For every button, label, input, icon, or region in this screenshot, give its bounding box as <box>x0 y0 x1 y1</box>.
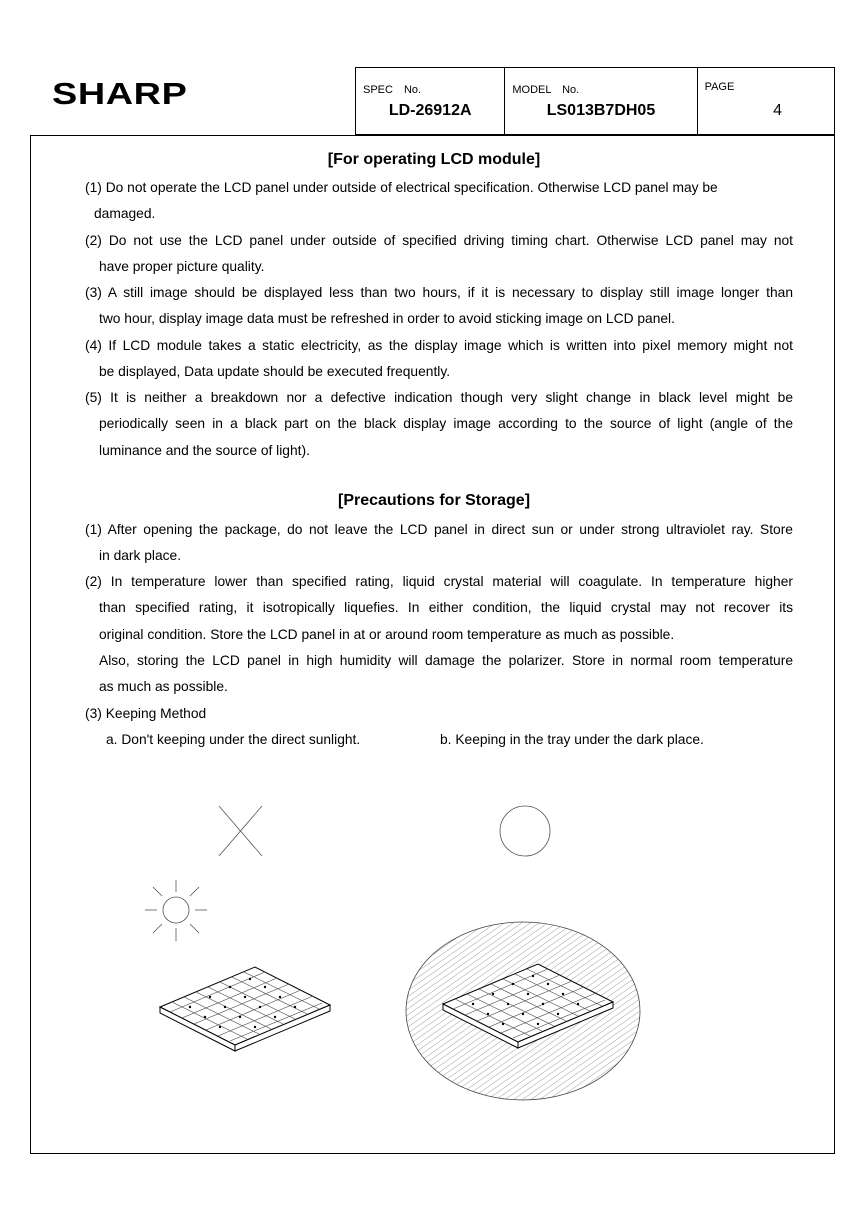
model-label: MODEL No. <box>512 84 580 96</box>
storage-item-1: (1) After opening the package, do not leave the LCD panel in direct sun or under strong ultraviolet ray. Store in dark place. <box>85 522 793 564</box>
lcd-tray-in-sunlight <box>160 967 330 1051</box>
operating-item-1: (1) Do not operate the LCD panel under outside of electrical specification. Otherwise LCD panel may be damaged. <box>85 180 718 222</box>
page-number: 4 <box>773 102 782 119</box>
operating-heading: [For operating LCD module] <box>327 151 541 168</box>
operating-item-5: (5) It is neither a breakdown nor a defective indication though very slight change in black level might be periodically seen in a black part on the black display image according to the source of light (angle of the luminance and the source of light). <box>85 390 793 458</box>
page-label: PAGE <box>704 81 735 93</box>
operating-item-2: (2) Do not use the LCD panel under outside of specified driving timing chart. Otherwise LCD panel may not have proper picture quality. <box>85 233 793 275</box>
spec-label: SPEC No. <box>363 84 422 96</box>
storage-heading: [Precautions for Storage] <box>337 492 531 509</box>
sharp-logo: SHARP <box>52 76 188 111</box>
prohibited-x-icon <box>219 806 262 856</box>
keeping-method-b: b. Keeping in the tray under the dark place. <box>440 732 704 747</box>
storage-item-3: (3) Keeping Method <box>85 706 207 721</box>
sun-icon <box>145 880 207 941</box>
operating-item-4: (4) If LCD module takes a static electricity, as the display image which is written into pixel memory might not be displayed, Data update should be executed frequently. <box>85 338 793 380</box>
spec-number: LD-26912A <box>388 102 472 119</box>
operating-item-3: (3) A still image should be displayed less than two hours, if it is necessary to display still image longer than two hour, display image data must be refreshed in order to avoid sticking image on LCD panel. <box>85 285 793 327</box>
keeping-method-a: a. Don't keeping under the direct sunlight. <box>106 732 361 747</box>
storage-item-2: (2) In temperature lower than specified rating, liquid crystal material will coagulate. In temperature higher than specified rating, it isotropically liquefies. In either condition, the liquid crystal may not recover its original condition. Store the LCD panel in at or around room temperature as much as possible. Also, storing the LCD panel in high humidity will damage the polarizer. Store in normal room temperature as much as possible. <box>85 574 793 695</box>
approved-circle-icon <box>500 806 550 856</box>
model-number: LS013B7DH05 <box>546 102 656 119</box>
